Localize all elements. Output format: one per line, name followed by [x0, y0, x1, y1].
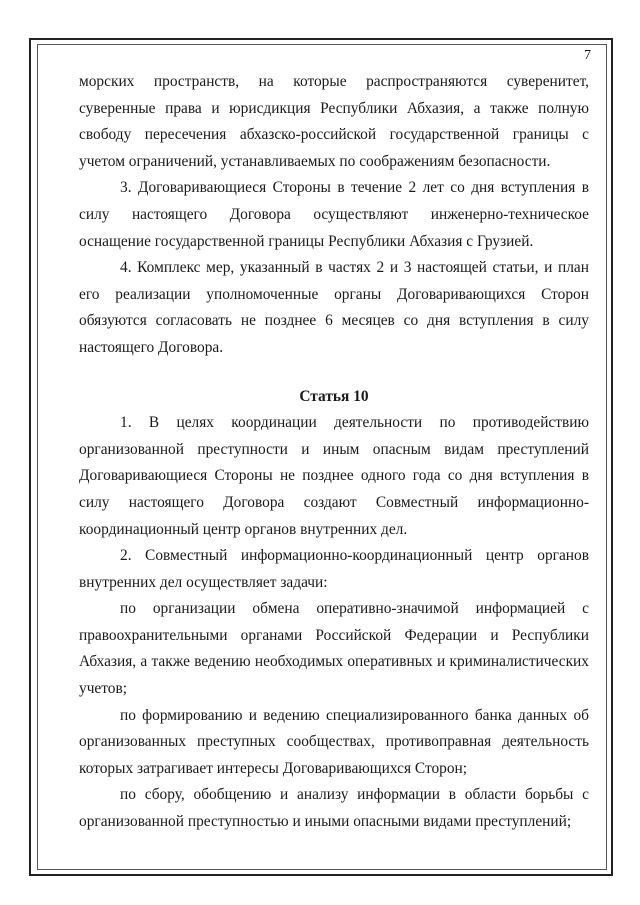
- paragraph-art10-item-2: 2. Совместный информационно-координационный центр органов внутренних дел осуществляет задачи:: [79, 547, 589, 591]
- page-number: 7: [584, 48, 591, 63]
- paragraph-continuation: морских пространств, на которые распространяются суверенитет, суверенные права и юрисдикция Республики Абхазия, а также полную свободу пересечения абхазско-российской государственной границы с учетом ограничений, устанавливаемых по соображениям безопасности.: [79, 73, 589, 170]
- article-heading: Статья 10: [299, 387, 369, 405]
- paragraph-task-exchange: по организации обмена оперативно-значимой информацией с правоохранительными органами Российской Федерации и Республики Абхазия, а также ведению необходимых оперативных и криминалистических учетов;: [79, 600, 589, 698]
- paragraph-art10-item-1: 1. В целях координации деятельности по противодействию организованной преступности и иным опасным видам преступлений Договаривающиеся Стороны не позднее одного года со дня вступления в силу настоящего Договора создают Совместный информационно-координационный центр органов внутренних дел.: [79, 414, 589, 538]
- paragraph-task-analysis: по сбору, обобщению и анализу информации в области борьбы с организованной преступностью и иными опасными видами преступлений;: [79, 786, 589, 831]
- paragraph-task-databank: по формированию и ведению специализированного банка данных об организованных преступных сообществах, противоправная деятельность которых затрагивает интересы Договаривающихся Сторон;: [79, 706, 589, 777]
- paragraph-item-4: 4. Комплекс мер, указанный в частях 2 и 3 настоящей статьи, и план его реализации уполномоченные органы Договаривающихся Сторон обязуются согласовать не позднее 6 месяцев со дня вступления в силу настоящего Договора.: [79, 259, 589, 356]
- paragraph-item-3: 3. Договаривающиеся Стороны в течение 2 лет со дня вступления в силу настоящего Договора осуществляют инженерно-техническое оснащение государственной границы Республики Абхазия с Грузией.: [79, 179, 589, 250]
- document-body: [79, 69, 589, 836]
